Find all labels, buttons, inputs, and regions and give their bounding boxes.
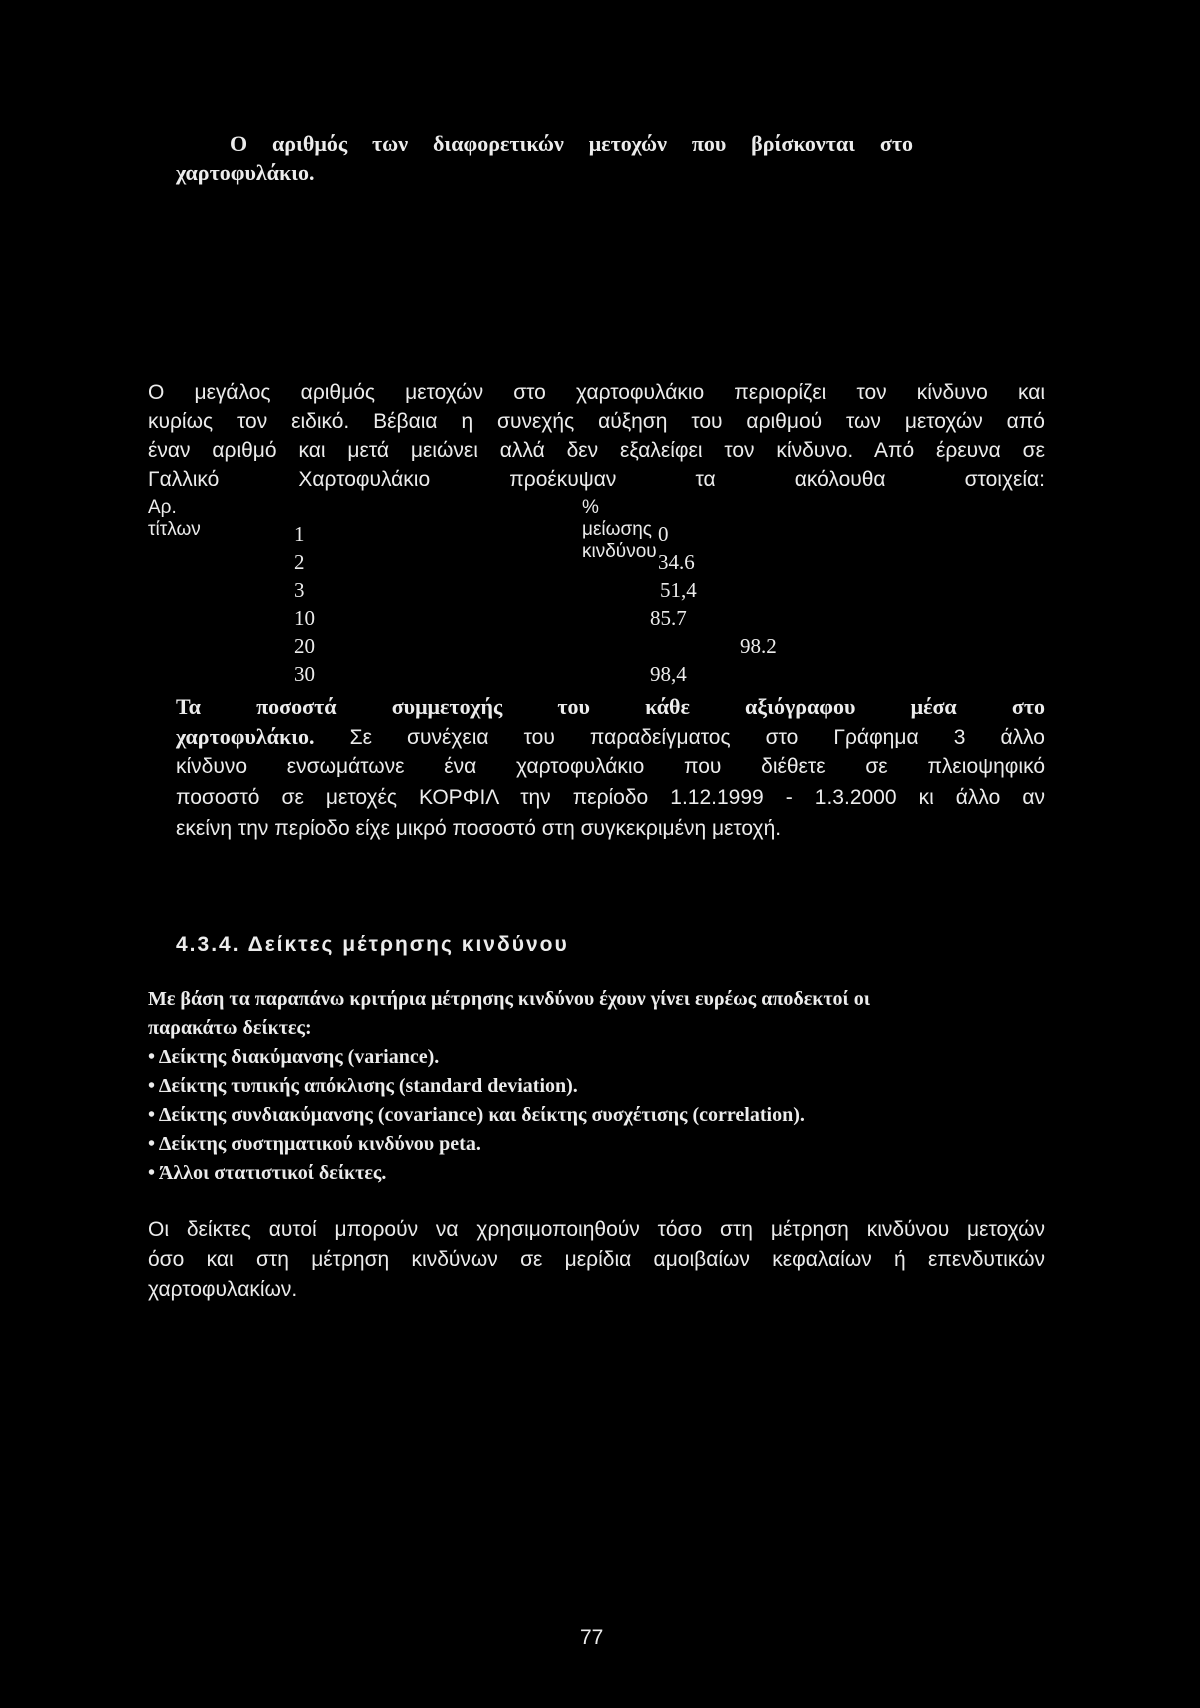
table-header-reduction: % μείωσης κινδύνου bbox=[582, 497, 657, 562]
table-cell-titles: 30 bbox=[294, 662, 315, 686]
paragraph-line: έναν αριθμό και μετά μειώνει αλλά δεν εξαλείφει τον κίνδυνο. Από έρευνα σε bbox=[148, 439, 1045, 462]
paragraph-line: όσο και στη μέτρηση κινδύνων σε μερίδια αμοιβαίων κεφαλαίων ή επενδυτικών bbox=[148, 1248, 1045, 1271]
table-cell-titles: 10 bbox=[294, 606, 315, 630]
heading-line: Ο αριθμός των διαφορετικών μετοχών που βρίσκονται στο bbox=[230, 131, 913, 156]
table-cell-reduction: 85.7 bbox=[650, 606, 687, 630]
paragraph-line: ποσοστό σε μετοχές ΚΟΡΦΙΛ την περίοδο 1.12.1999 - 1.3.2000 κι άλλο αν bbox=[176, 786, 1045, 809]
table-cell-reduction: 51,4 bbox=[660, 578, 697, 602]
paragraph-line: εκείνη την περίοδο είχε μικρό ποσοστό στη συγκεκριμένη μετοχή. bbox=[176, 817, 782, 840]
bold-term: χαρτοφυλάκιο. bbox=[176, 724, 315, 749]
paragraph-line: κυρίως τον ειδικό. Βέβαια η συνεχής αύξηση του αριθμού των μετοχών από bbox=[148, 410, 1045, 433]
table-header-titles: Αρ. τίτλων bbox=[148, 497, 201, 540]
paragraph-line: Ο μεγάλος αριθμός μετοχών στο χαρτοφυλάκιο περιορίζει τον κίνδυνο και bbox=[148, 381, 1045, 404]
table-cell-titles: 3 bbox=[294, 578, 305, 602]
table-cell-titles: 1 bbox=[294, 522, 305, 546]
paragraph-line bbox=[176, 724, 1045, 750]
list-item: • Δείκτης διακύμανσης (variance). bbox=[148, 1046, 440, 1068]
table-cell-reduction: 98.2 bbox=[740, 634, 777, 658]
paragraph-line: Γαλλικό Χαρτοφυλάκιο προέκυψαν τα ακόλουθα στοιχεία: bbox=[148, 468, 1045, 491]
list-item: • Δείκτης τυπικής απόκλισης (standard deviation). bbox=[148, 1075, 578, 1097]
table-cell-reduction: 98,4 bbox=[650, 662, 687, 686]
table-cell-titles: 2 bbox=[294, 550, 305, 574]
list-item: • Δείκτης συστηματικού κινδύνου peta. bbox=[148, 1133, 481, 1155]
list-item: • Δείκτης συνδιακύμανσης (covariance) και δείκτης συσχέτισης (correlation). bbox=[148, 1104, 805, 1126]
page-number: 77 bbox=[580, 1626, 604, 1649]
paragraph-line: Οι δείκτες αυτοί μπορούν να χρησιμοποιηθούν τόσο στη μέτρηση κινδύνου μετοχών bbox=[148, 1218, 1045, 1241]
list-item: • Άλλοι στατιστικοί δείκτες. bbox=[148, 1162, 387, 1184]
paragraph-text: Σε συνέχεια του παραδείγματος στο Γράφημα 3 άλλο bbox=[314, 726, 1045, 749]
paragraph-line: κίνδυνο ενσωμάτωνε ένα χαρτοφυλάκιο που διέθετε σε πλειοψηφικό bbox=[176, 755, 1045, 778]
table-cell-reduction: 34.6 bbox=[658, 550, 695, 574]
section-title: 4.3.4. Δείκτες μέτρησης κινδύνου bbox=[176, 933, 569, 956]
paragraph-bold-line: Τα ποσοστά συμμετοχής του κάθε αξιόγραφου μέσα στο bbox=[176, 694, 1045, 719]
table-cell-reduction: 0 bbox=[658, 522, 669, 546]
table-cell-titles: 20 bbox=[294, 634, 315, 658]
intro-line: Με βάση τα παραπάνω κριτήρια μέτρησης κινδύνου έχουν γίνει ευρέως αποδεκτοί οι bbox=[148, 988, 870, 1010]
heading-line: χαρτοφυλάκιο. bbox=[176, 160, 315, 185]
paragraph-line: χαρτοφυλακίων. bbox=[148, 1278, 298, 1301]
intro-line: παρακάτω δείκτες: bbox=[148, 1017, 312, 1039]
